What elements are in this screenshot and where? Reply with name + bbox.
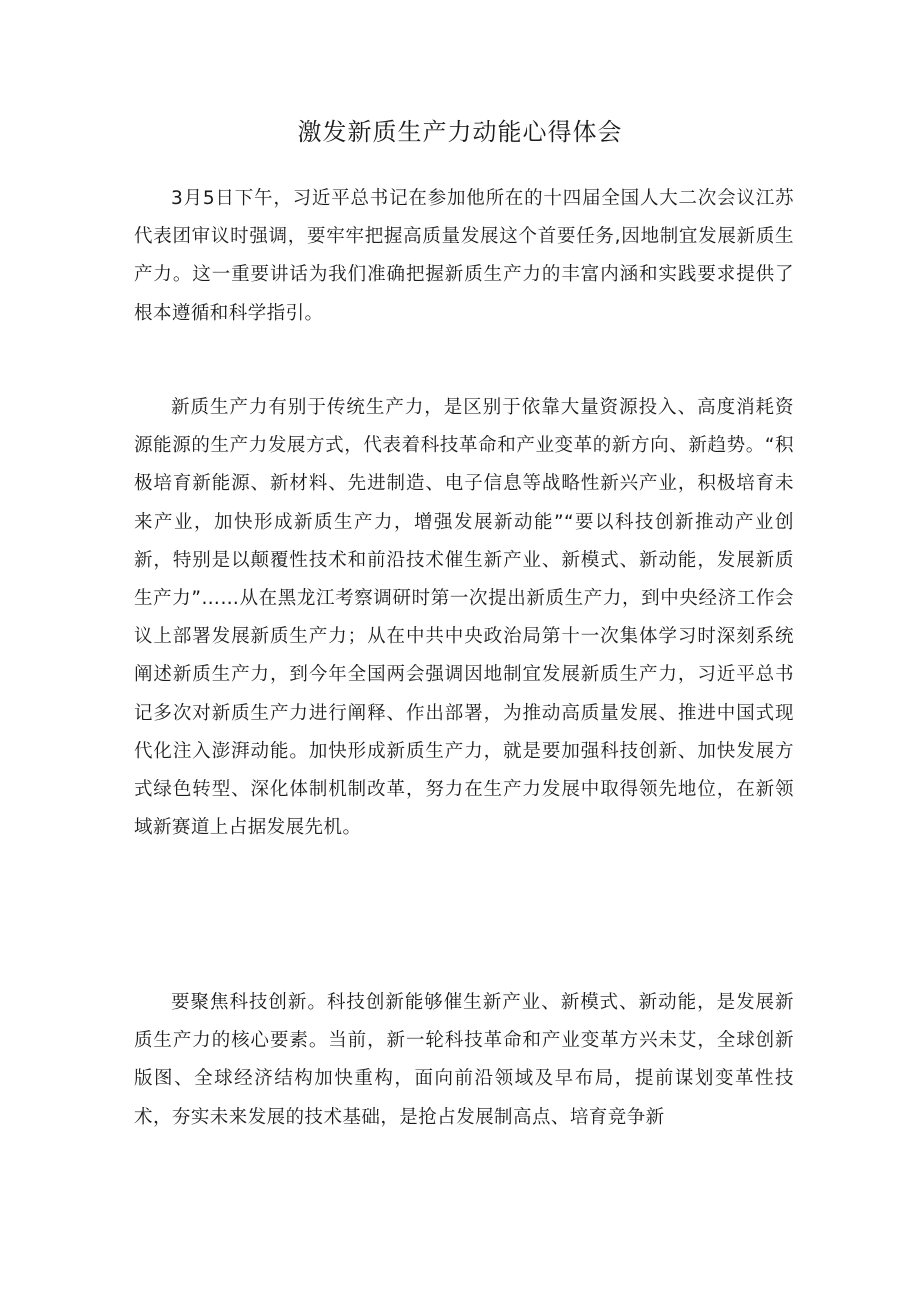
paragraph-1: 3月5日下午，习近平总书记在参加他所在的十四届全国人大二次会议江苏代表团审议时强调，要牢牢把握高质量发展这个首要任务,因地制宜发展新质生产力。这一重要讲话为我们准确把握新质生产力的丰富内涵和实践要求提供了根本遵循和科学指引。 xyxy=(134,188,794,324)
paragraph-2: 新质生产力有别于传统生产力，是区别于依靠大量资源投入、高度消耗资源能源的生产力发展方式，代表着科技革命和产业变革的新方向、新趋势。“积极培育新能源、新材料、先进制造、电子信息等战略性新兴产业，积极培育未来产业，加快形成新质生产力，增强发展新动能”“要以科技创新推动产业创新，特别是以颠覆性技术和前沿技术催生新产业、新模式、新动能，发展新质生产力”……从在黑龙江考察调研时第一次提出新质生产力，到中央经济工作会议上部署发展新质生产力；从在中共中央政治局第十一次集体学习时深刻系统阐述新质生产力，到今年全国两会强调因地制宜发展新质生产力，习近平总书记多次对新质生产力进行阐释、作出部署，为推动高质量发展、推进中国式现代化注入澎湃动能。加快形成新质生产力，就是要加强科技创新、加快发展方式绿色转型、深化体制机制改革，努力在生产力发展中取得领先地位，在新领域新赛道上占据发展先机。 xyxy=(134,397,794,839)
document-title: 激发新质生产力动能心得体会 xyxy=(297,118,623,146)
paragraph-3: 要聚焦科技创新。科技创新能够催生新产业、新模式、新动能，是发展新质生产力的核心要素。当前，新一轮科技革命和产业变革方兴未艾，全球创新版图、全球经济结构加快重构，面向前沿领域及早布局，提前谋划变革性技术，夯实未来发展的技术基础，是抢占发展制高点、培育竞争新 xyxy=(134,992,794,1128)
